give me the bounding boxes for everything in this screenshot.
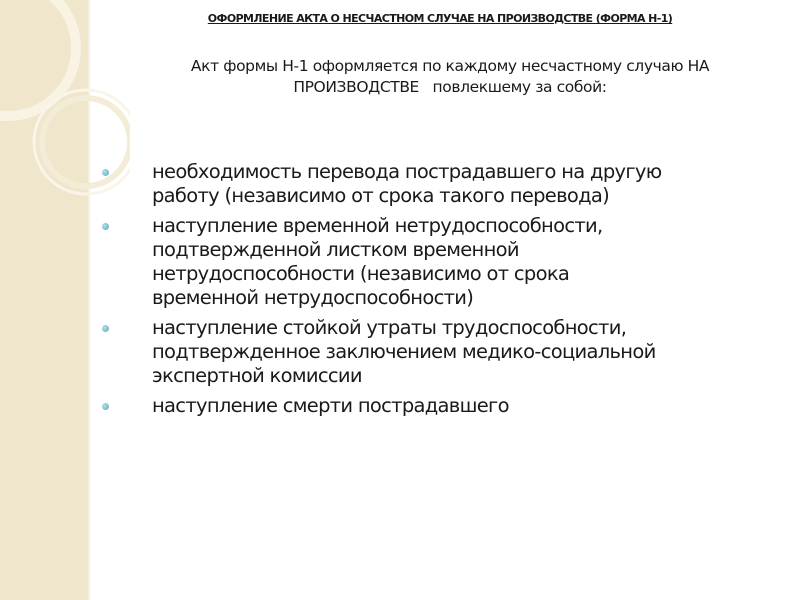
- list-item-line: работу (независимо от срока такого перевода): [152, 184, 610, 207]
- list-item-line: временной нетрудоспособности): [152, 286, 474, 309]
- bullet-icon: [102, 223, 109, 230]
- list-item: [96, 394, 776, 418]
- page-title: ОФОРМЛЕНИЕ АКТА О НЕСЧАСТНОМ СЛУЧАЕ НА ПРОИЗВОДСТВЕ (ФОРМА Н-1): [207, 12, 673, 25]
- subtitle-line: Акт формы Н-1 оформляется по каждому несчастному случаю НА: [190, 57, 710, 75]
- list-item-line: нетрудоспособности (независимо от срока: [152, 262, 570, 285]
- bullet-icon: [102, 169, 109, 176]
- deco-circle-large: [0, 0, 76, 116]
- bullet-icon: [102, 403, 109, 410]
- subtitle-line: ПРОИЗВОДСТВЕ повлекшему за собой:: [293, 78, 607, 96]
- list-item-line: наступление стойкой утраты трудоспособности,: [152, 316, 627, 339]
- list-item-line: подтвержденное заключением медико-социальной: [152, 340, 656, 363]
- list-item-line: наступление временной нетрудоспособности,: [152, 214, 603, 237]
- list-item-line: подтвержденной листком временной: [152, 238, 519, 261]
- list-item-line: наступление смерти пострадавшего: [152, 394, 509, 417]
- bullet-icon: [102, 325, 109, 332]
- list-item: [96, 316, 776, 388]
- subtitle: [110, 56, 790, 98]
- bullet-list: [96, 160, 776, 424]
- list-item: [96, 160, 776, 208]
- list-item-line: необходимость перевода пострадавшего на другую: [152, 160, 662, 183]
- list-item-line: экспертной комиссии: [152, 364, 362, 387]
- list-item: [96, 214, 776, 310]
